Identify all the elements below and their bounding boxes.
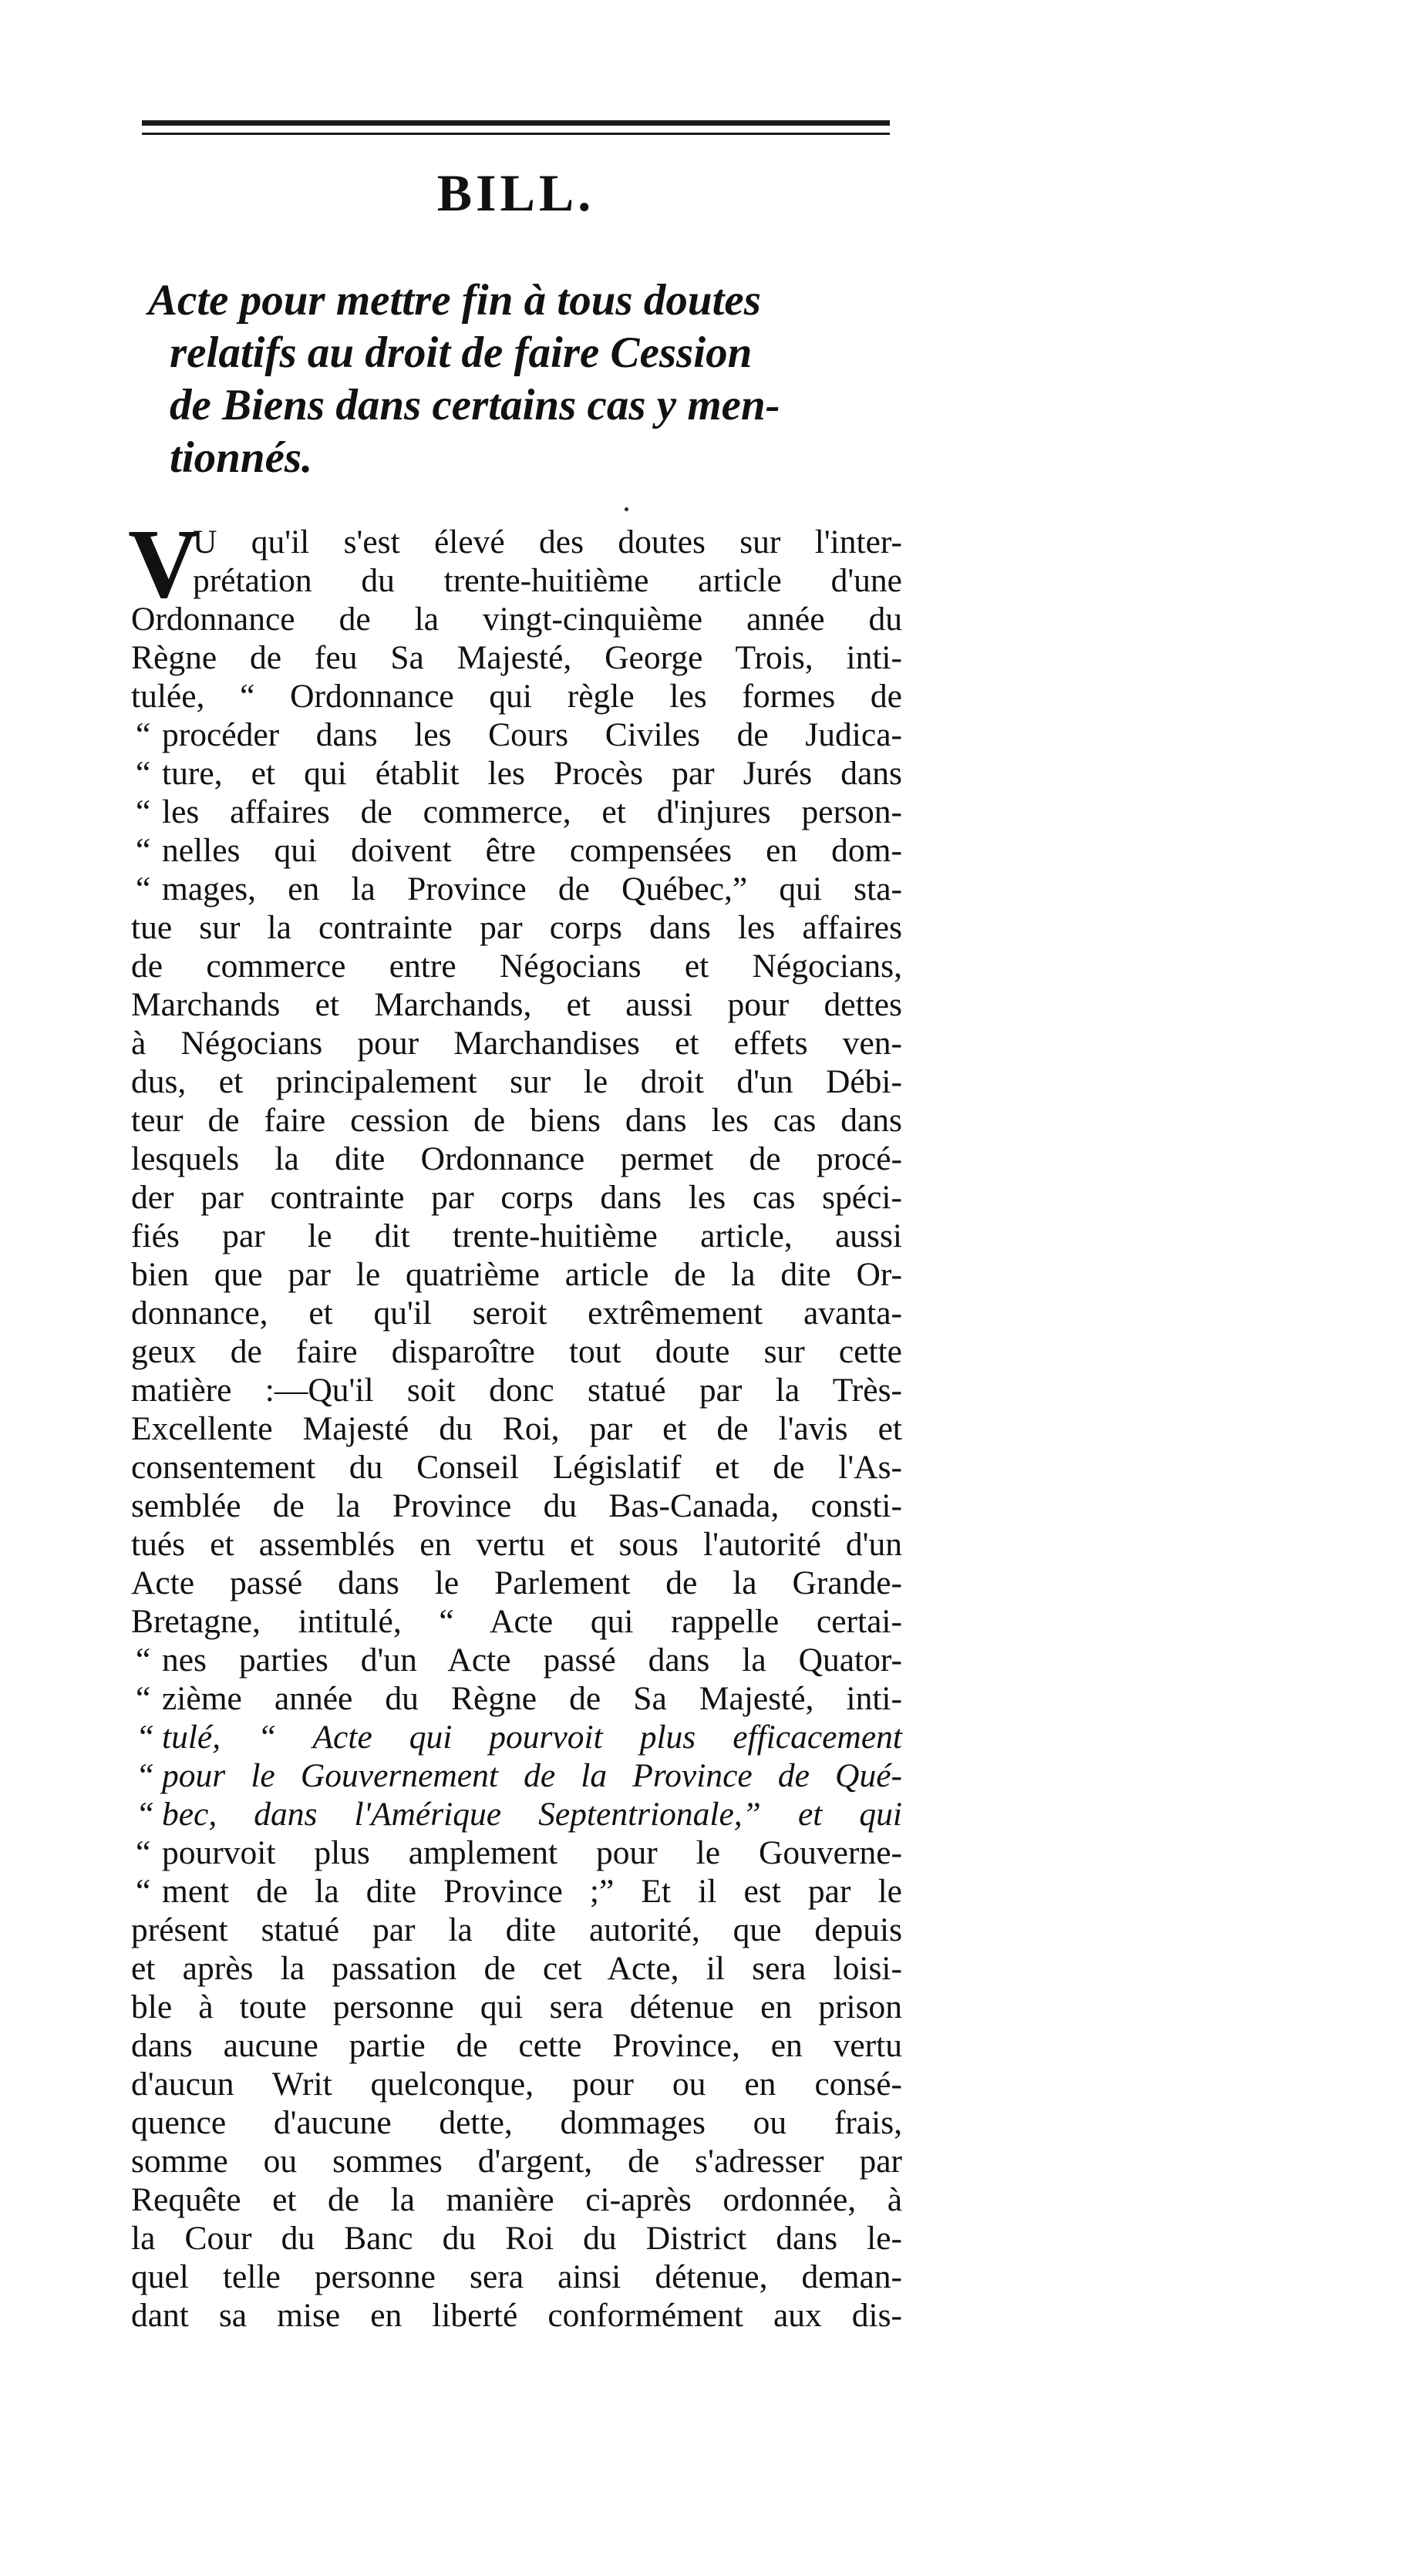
quote-mark: “ [136, 755, 151, 792]
body-line-text: tulée, “ Ordonnance qui règle les formes de [131, 678, 902, 715]
quote-mark: “ [136, 1680, 151, 1717]
quote-mark: “ [136, 793, 151, 830]
body-line [131, 985, 902, 1024]
body-line [131, 870, 902, 908]
body-line-text: quel telle personne sera ainsi détenue, deman- [131, 2258, 902, 2295]
body-line [131, 793, 902, 831]
separator-dot [625, 507, 628, 511]
body-line-text: Règne de feu Sa Majesté, George Trois, inti- [131, 639, 902, 676]
body-line-text: ture, et qui établit les Procès par Jurés dans [162, 755, 902, 792]
subtitle-line: Acte pour mettre fin à tous doutes [148, 276, 761, 325]
body-line [131, 1911, 902, 1949]
body-line [131, 716, 902, 754]
body-line-text: pourvoit plus amplement pour le Gouverne- [162, 1834, 902, 1871]
subtitle-line: tionnés. [170, 433, 313, 482]
body-line-text: pour le Gouvernement de la Province de Qué- [162, 1757, 902, 1794]
body-line [131, 831, 902, 870]
body-line-text: Ordonnance de la vingt-cinquième année du [131, 601, 902, 638]
body-line [131, 600, 902, 638]
body-line [131, 1448, 902, 1487]
quote-mark: “ [136, 716, 151, 753]
body-line [131, 1217, 902, 1255]
page-heading: BILL. [436, 163, 595, 222]
body-line-text: donnance, et qu'il seroit extrêmement avanta- [131, 1295, 902, 1332]
body-line-text: quence d'aucune dette, dommages ou frais, [131, 2104, 902, 2141]
body-line-text: ble à toute personne qui sera détenue en prison [131, 1988, 902, 2025]
body-line-text: Excellente Majesté du Roi, par et de l'avis et [131, 1410, 902, 1447]
quote-mark: “ [136, 1642, 151, 1679]
body-line-text: lesquels la dite Ordonnance permet de procé- [131, 1140, 902, 1177]
body-line [131, 754, 902, 793]
body-line-text: dans aucune partie de cette Province, en vertu [131, 2027, 902, 2064]
body-line [131, 1178, 902, 1217]
body-line-text: geux de faire disparoître tout doute sur cette [131, 1333, 902, 1370]
body-line [131, 2296, 902, 2335]
top-double-rule-thick [142, 120, 890, 126]
body-line-text: dus, et principalement sur le droit d'un Débi- [131, 1063, 902, 1100]
body-line [131, 1487, 902, 1525]
body-line [131, 1641, 902, 1679]
quote-mark: “ [136, 1757, 155, 1794]
quote-mark: “ [136, 1796, 155, 1833]
body-line [131, 1294, 902, 1332]
quote-mark: “ [136, 870, 151, 907]
body-paragraph [131, 523, 902, 2335]
bill-subtitle [148, 274, 904, 484]
body-line-text: somme ou sommes d'argent, de s'adresser par [131, 2143, 902, 2180]
body-line-text: nes parties d'un Acte passé dans la Quator- [162, 1642, 902, 1679]
body-line [131, 2258, 902, 2296]
body-line-text: mages, en la Province de Québec,” qui sta- [162, 870, 902, 907]
body-line [131, 638, 902, 677]
body-line-text: tue sur la contrainte par corps dans les affaires [131, 909, 902, 946]
body-line [131, 677, 902, 716]
body-line [131, 908, 902, 947]
body-line [131, 1140, 902, 1178]
body-line-text: bec, dans l'Amérique Septentrionale,” et qui [162, 1796, 902, 1833]
quote-mark: “ [136, 832, 151, 869]
body-line-text: ment de la dite Province ;” Et il est par le [162, 1873, 902, 1910]
body-line-text: bien que par le quatrième article de la dite Or- [131, 1256, 902, 1293]
body-line-text: der par contrainte par corps dans les cas spéci- [131, 1179, 902, 1216]
quote-mark: “ [136, 1834, 151, 1871]
quote-mark: “ [136, 1873, 151, 1910]
subtitle-line: relatifs au droit de faire Cession [170, 328, 753, 377]
body-line-text: teur de faire cession de biens dans les cas dans [131, 1102, 902, 1139]
body-line-text: zième année du Règne de Sa Majesté, inti- [162, 1680, 902, 1717]
body-line [131, 1756, 902, 1795]
body-line [131, 561, 902, 600]
body-line [131, 1332, 902, 1371]
body-line [131, 2026, 902, 2065]
quote-mark: “ [136, 1719, 155, 1756]
body-line-text: la Cour du Banc du Roi du District dans le- [131, 2220, 902, 2257]
body-line [131, 2180, 902, 2219]
subtitle-line: de Biens dans certains cas y men- [170, 381, 780, 429]
body-line-text: procéder dans les Cours Civiles de Judica- [162, 716, 902, 753]
body-line [131, 1718, 902, 1756]
body-line-text: prétation du trente-huitième article d'une [193, 562, 902, 599]
body-line [131, 2065, 902, 2103]
body-line [131, 1949, 902, 1988]
body-line-text: fiés par le dit trente-huitième article, aussi [131, 1217, 902, 1254]
body-line-text: Marchands et Marchands, et aussi pour dettes [131, 986, 902, 1023]
body-line-text: Requête et de la manière ci-après ordonnée, à [131, 2181, 902, 2218]
body-line [131, 1371, 902, 1409]
body-line [131, 947, 902, 985]
body-line [131, 2103, 902, 2142]
body-line [131, 1564, 902, 1602]
body-line-text: semblée de la Province du Bas-Canada, consti- [131, 1487, 902, 1524]
body-line-text: tués et assemblés en vertu et sous l'autorité d'un [131, 1526, 902, 1563]
body-line-text: et après la passation de cet Acte, il sera loisi- [131, 1950, 902, 1987]
body-line [131, 1062, 902, 1101]
body-line [131, 523, 902, 561]
body-line [131, 1101, 902, 1140]
body-line-text: matière :—Qu'il soit donc statué par la Très- [131, 1372, 902, 1409]
drop-cap: V [128, 509, 200, 618]
body-line-text: de commerce entre Négocians et Négocians, [131, 948, 902, 985]
top-double-rule-thin [142, 133, 890, 135]
body-line [131, 1602, 902, 1641]
body-line [131, 1024, 902, 1062]
body-line [131, 1872, 902, 1911]
body-line-text: U qu'il s'est élevé des doutes sur l'inter- [193, 524, 902, 561]
body-line [131, 1525, 902, 1564]
body-line-text: nelles qui doivent être compensées en dom- [162, 832, 902, 869]
body-line-text: consentement du Conseil Législatif et de l'As- [131, 1449, 902, 1486]
body-line [131, 1409, 902, 1448]
body-line [131, 1255, 902, 1294]
body-line-text: à Négocians pour Marchandises et effets ven- [131, 1025, 902, 1062]
body-line-text: dant sa mise en liberté conformément aux dis- [131, 2297, 902, 2334]
body-line [131, 1834, 902, 1872]
body-line [131, 1679, 902, 1718]
body-line-text: tulé, “ Acte qui pourvoit plus efficacement [162, 1719, 902, 1756]
body-line-text: présent statué par la dite autorité, que depuis [131, 1911, 902, 1948]
body-line-text: Bretagne, intitulé, “ Acte qui rappelle certai- [131, 1603, 902, 1640]
body-line-text: les affaires de commerce, et d'injures person- [162, 793, 902, 830]
body-line-text: d'aucun Writ quelconque, pour ou en consé- [131, 2066, 902, 2103]
body-line-text: Acte passé dans le Parlement de la Grande- [131, 1564, 902, 1601]
body-line [131, 1795, 902, 1834]
body-line [131, 1988, 902, 2026]
body-line [131, 2142, 902, 2180]
body-line [131, 2219, 902, 2258]
